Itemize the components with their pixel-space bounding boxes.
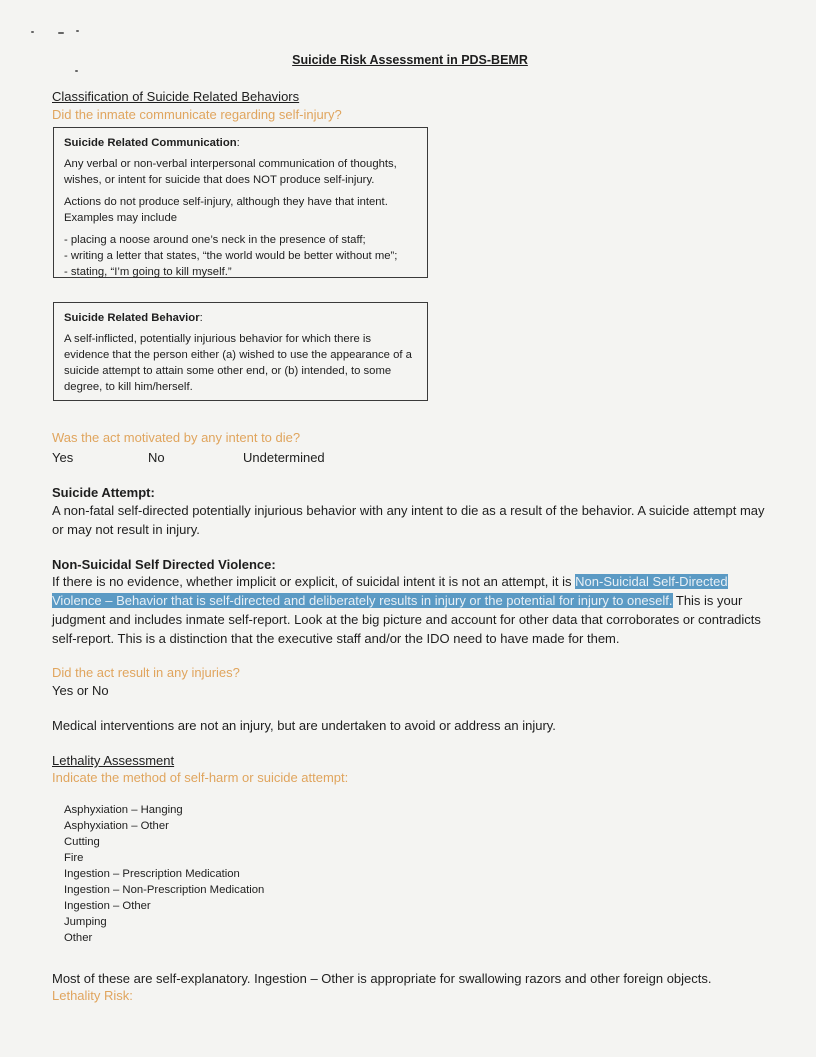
intent-option-undetermined: Undetermined bbox=[243, 450, 325, 465]
nssdv-text: If there is no evidence, whether implicit or explicit, of suicidal intent it is not an attempt, it is Non-Suicidal Self-Directed Violence – Behavior that is self-directed and deliberately results in injury or the potential for injury to oneself. This is your judgment and includes inmate self-report. Look at the big picture and account for other data that corroborates or contradicts self-report. This is a distinction that the executive staff and/or the IDO need to have made for them. bbox=[52, 574, 761, 646]
behavior-definition: A self-inflicted, potentially injurious behavior for which there is evidence that the person either (a) wished to use the appearance of a suicide attempt to attain some other end, or (b) intended, to some degree, to kill him/herself. bbox=[64, 333, 412, 393]
page-title: Suicide Risk Assessment in PDS-BEMR bbox=[292, 53, 528, 67]
lethality-risk-label: Lethality Risk: bbox=[52, 988, 133, 1003]
method-item: Ingestion – Prescription Medication bbox=[64, 868, 240, 880]
communication-definition: Any verbal or non-verbal interpersonal communication of thoughts, wishes, or intent for suicide that does NOT produce self-injury. bbox=[64, 158, 397, 186]
method-item: Other bbox=[64, 932, 93, 944]
lethality-footer: Most of these are self-explanatory. Ingestion – Other is appropriate for swallowing razors and other foreign objects. bbox=[52, 971, 712, 986]
classification-heading: Classification of Suicide Related Behaviors bbox=[52, 89, 300, 104]
scan-speck bbox=[31, 31, 34, 33]
attempt-heading: Suicide Attempt: bbox=[52, 485, 155, 500]
method-item: Fire bbox=[64, 852, 84, 864]
classification-question: Did the inmate communicate regarding self-injury? bbox=[52, 107, 342, 122]
injury-note: Medical interventions are not an injury, but are undertaken to avoid or address an injury. bbox=[52, 718, 556, 733]
attempt-text: A non-fatal self-directed potentially injurious behavior with any intent to die as a result of the behavior. A suicide attempt may or may not result in injury. bbox=[52, 503, 765, 537]
behavior-box-title: Suicide Related Behavior: bbox=[64, 312, 203, 324]
method-item: Cutting bbox=[64, 836, 100, 848]
communication-actions: Actions do not produce self-injury, although they have that intent. Examples may include bbox=[64, 196, 388, 224]
behavior-box bbox=[53, 302, 428, 401]
scan-speck bbox=[58, 32, 64, 34]
method-item: Ingestion – Other bbox=[64, 900, 151, 912]
communication-box bbox=[53, 127, 428, 278]
nssdv-heading: Non-Suicidal Self Directed Violence: bbox=[52, 557, 276, 572]
scan-speck bbox=[76, 30, 79, 32]
intent-option-yes: Yes bbox=[52, 450, 74, 465]
scan-speck bbox=[75, 70, 78, 72]
communication-example: - writing a letter that states, “the world would be better without me”; bbox=[64, 250, 398, 262]
intent-option-no: No bbox=[148, 450, 165, 465]
lethality-heading: Lethality Assessment bbox=[52, 753, 175, 768]
nssdv-highlight: Non-Suicidal Self-Directed Violence – Behavior that is self-directed and deliberately results in injury or the potential for injury to oneself. bbox=[52, 574, 728, 608]
method-item: Ingestion – Non-Prescription Medication bbox=[64, 884, 265, 896]
lethality-question: Indicate the method of self-harm or suicide attempt: bbox=[52, 770, 349, 785]
injury-answer: Yes or No bbox=[52, 683, 109, 698]
intent-question: Was the act motivated by any intent to die? bbox=[52, 430, 301, 445]
communication-box-title: Suicide Related Communication: bbox=[64, 137, 240, 149]
communication-example: - stating, “I’m going to kill myself.” bbox=[64, 266, 232, 278]
method-list bbox=[64, 802, 264, 946]
injury-question: Did the act result in any injuries? bbox=[52, 665, 240, 680]
method-item: Asphyxiation – Hanging bbox=[64, 804, 183, 816]
method-item: Asphyxiation – Other bbox=[64, 820, 169, 832]
method-item: Jumping bbox=[64, 916, 107, 928]
communication-example: - placing a noose around one’s neck in the presence of staff; bbox=[64, 234, 366, 246]
